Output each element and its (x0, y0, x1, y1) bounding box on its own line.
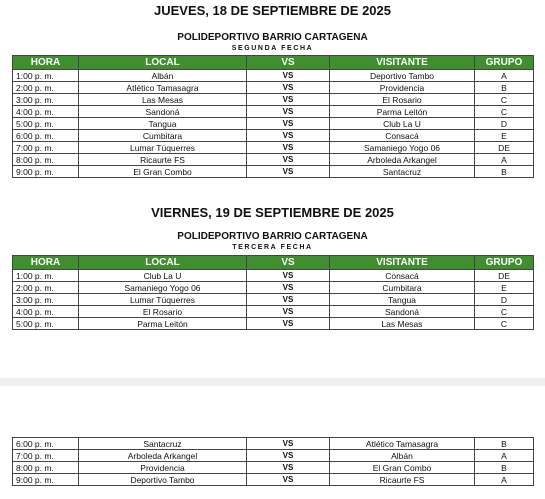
away-team-cell: El Rosario (330, 94, 475, 106)
away-team-cell: Samaniego Yogo 06 (330, 142, 475, 154)
away-team-cell: Ricaurte FS (330, 474, 475, 486)
group-cell: A (475, 154, 534, 166)
home-team-cell: Lumar Túquerres (79, 142, 247, 154)
away-team-cell: Albán (330, 450, 475, 462)
group-cell: D (475, 118, 534, 130)
away-team-cell: Deportivo Tambo (330, 70, 475, 82)
away-team-cell: El Gran Combo (330, 462, 475, 474)
table-row (13, 166, 534, 178)
home-team-cell: Atlético Tamasagra (79, 82, 247, 94)
time-cell: 2:00 p. m. (13, 82, 79, 94)
away-team-cell: Santacruz (330, 166, 475, 178)
header-hora: HORA (13, 256, 79, 270)
group-cell: E (475, 130, 534, 142)
day2-fixtures-table (12, 255, 534, 330)
home-team-cell: El Gran Combo (79, 166, 247, 178)
group-cell: C (475, 106, 534, 118)
time-cell: 4:00 p. m. (13, 106, 79, 118)
vs-cell: VS (247, 450, 330, 462)
time-cell: 6:00 p. m. (13, 130, 79, 142)
table-row (13, 154, 534, 166)
table-row (13, 318, 534, 330)
vs-cell: VS (247, 130, 330, 142)
home-team-cell: Club La U (79, 270, 247, 282)
time-cell: 5:00 p. m. (13, 318, 79, 330)
home-team-cell: Arboleda Arkangel (79, 450, 247, 462)
header-grupo: GRUPO (475, 56, 534, 70)
vs-cell: VS (247, 474, 330, 486)
time-cell: 8:00 p. m. (13, 462, 79, 474)
time-cell: 9:00 p. m. (13, 166, 79, 178)
time-cell: 7:00 p. m. (13, 142, 79, 154)
group-cell: A (475, 70, 534, 82)
home-team-cell: Cumbitara (79, 130, 247, 142)
time-cell: 8:00 p. m. (13, 154, 79, 166)
table-row (13, 270, 534, 282)
vs-cell: VS (247, 270, 330, 282)
table-row (13, 438, 534, 450)
page-break-divider (0, 378, 545, 386)
table-row (13, 462, 534, 474)
away-team-cell: Providencia (330, 82, 475, 94)
away-team-cell: Sandoná (330, 306, 475, 318)
vs-cell: VS (247, 82, 330, 94)
header-hora: HORA (13, 56, 79, 70)
day1-round: SEGUNDA FECHA (231, 45, 314, 52)
group-cell: B (475, 166, 534, 178)
vs-cell: VS (247, 462, 330, 474)
group-cell: B (475, 82, 534, 94)
time-cell: 9:00 p. m. (13, 474, 79, 486)
time-cell: 6:00 p. m. (13, 438, 79, 450)
header-visitante: VISITANTE (330, 256, 475, 270)
group-cell: C (475, 318, 534, 330)
day2-date-heading: VIERNES, 19 DE SEPTIEMBRE DE 2025 (151, 205, 394, 220)
table-row (13, 450, 534, 462)
table-row (13, 106, 534, 118)
away-team-cell: Arboleda Arkangel (330, 154, 475, 166)
vs-cell: VS (247, 294, 330, 306)
group-cell: B (475, 462, 534, 474)
table-header-row (13, 56, 534, 70)
away-team-cell: Las Mesas (330, 318, 475, 330)
home-team-cell: Tangua (79, 118, 247, 130)
header-visitante: VISITANTE (330, 56, 475, 70)
table-row (13, 294, 534, 306)
vs-cell: VS (247, 154, 330, 166)
day2-fixtures-table-continued (12, 437, 534, 486)
day1-date-heading: JUEVES, 18 DE SEPTIEMBRE DE 2025 (154, 3, 391, 18)
away-team-cell: Club La U (330, 118, 475, 130)
home-team-cell: Santacruz (79, 438, 247, 450)
home-team-cell: Las Mesas (79, 94, 247, 106)
group-cell: E (475, 282, 534, 294)
table-row (13, 282, 534, 294)
time-cell: 7:00 p. m. (13, 450, 79, 462)
time-cell: 3:00 p. m. (13, 294, 79, 306)
away-team-cell: Tangua (330, 294, 475, 306)
table-row (13, 306, 534, 318)
table-row (13, 82, 534, 94)
vs-cell: VS (247, 438, 330, 450)
home-team-cell: Deportivo Tambo (79, 474, 247, 486)
time-cell: 4:00 p. m. (13, 306, 79, 318)
header-vs: VS (247, 256, 330, 270)
table-row (13, 94, 534, 106)
group-cell: C (475, 94, 534, 106)
vs-cell: VS (247, 306, 330, 318)
vs-cell: VS (247, 118, 330, 130)
vs-cell: VS (247, 70, 330, 82)
home-team-cell: Parma Leitón (79, 318, 247, 330)
vs-cell: VS (247, 282, 330, 294)
vs-cell: VS (247, 142, 330, 154)
group-cell: C (475, 306, 534, 318)
home-team-cell: Samaniego Yogo 06 (79, 282, 247, 294)
time-cell: 1:00 p. m. (13, 270, 79, 282)
day1-fixtures-table (12, 55, 534, 178)
day1-venue: POLIDEPORTIVO BARRIO CARTAGENA (177, 32, 368, 43)
group-cell: D (475, 294, 534, 306)
header-vs: VS (247, 56, 330, 70)
group-cell: A (475, 450, 534, 462)
vs-cell: VS (247, 106, 330, 118)
header-grupo: GRUPO (475, 256, 534, 270)
away-team-cell: Consacá (330, 130, 475, 142)
home-team-cell: Lumar Túquerres (79, 294, 247, 306)
header-local: LOCAL (79, 56, 247, 70)
time-cell: 3:00 p. m. (13, 94, 79, 106)
time-cell: 2:00 p. m. (13, 282, 79, 294)
time-cell: 1:00 p. m. (13, 70, 79, 82)
table-row (13, 118, 534, 130)
home-team-cell: Providencia (79, 462, 247, 474)
group-cell: B (475, 438, 534, 450)
header-local: LOCAL (79, 256, 247, 270)
group-cell: DE (475, 270, 534, 282)
home-team-cell: Sandoná (79, 106, 247, 118)
day2-venue: POLIDEPORTIVO BARRIO CARTAGENA (177, 231, 368, 242)
away-team-cell: Cumbitara (330, 282, 475, 294)
time-cell: 5:00 p. m. (13, 118, 79, 130)
vs-cell: VS (247, 318, 330, 330)
group-cell: A (475, 474, 534, 486)
home-team-cell: El Rosario (79, 306, 247, 318)
home-team-cell: Ricaurte FS (79, 154, 247, 166)
away-team-cell: Atlético Tamasagra (330, 438, 475, 450)
vs-cell: VS (247, 94, 330, 106)
group-cell: DE (475, 142, 534, 154)
away-team-cell: Parma Leitón (330, 106, 475, 118)
vs-cell: VS (247, 166, 330, 178)
table-row (13, 474, 534, 486)
away-team-cell: Consacá (330, 270, 475, 282)
day2-round: TERCERA FECHA (232, 244, 313, 251)
table-row (13, 130, 534, 142)
table-header-row (13, 256, 534, 270)
home-team-cell: Albán (79, 70, 247, 82)
table-row (13, 70, 534, 82)
table-row (13, 142, 534, 154)
